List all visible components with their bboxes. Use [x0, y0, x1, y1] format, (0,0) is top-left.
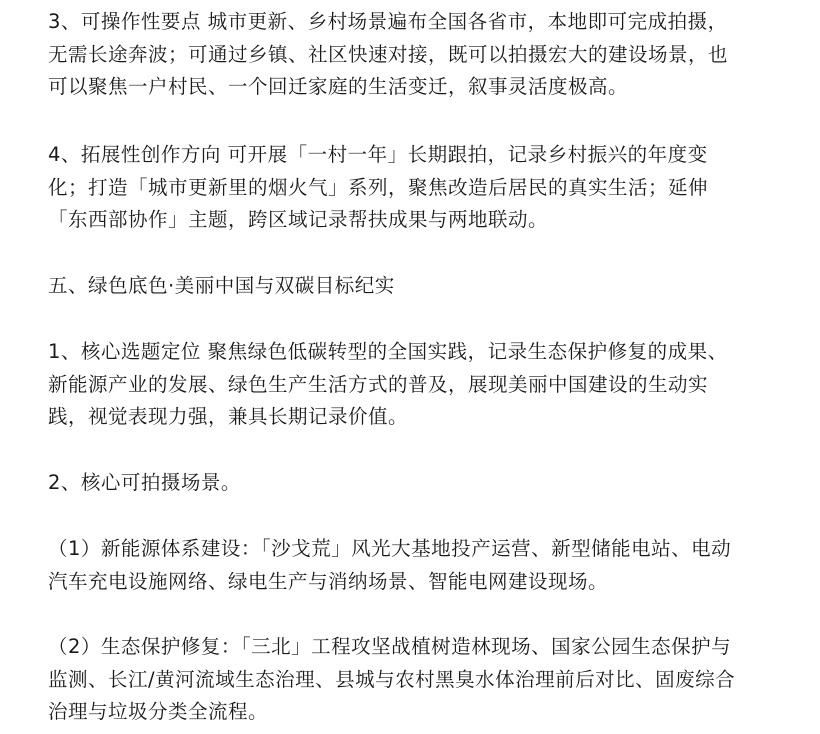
paragraph-core-scenes: [48, 467, 778, 500]
text-line: 无需长途奔波；可通过乡镇、社区快速对接，既可以拍摄宏大的建设场景，也: [48, 42, 729, 66]
paragraph-core-topic: [48, 336, 778, 434]
text-line: 4、拓展性创作方向 可开展「一村一年」长期跟拍，记录乡村振兴的年度变: [48, 143, 708, 166]
paragraph-new-energy: [48, 533, 778, 598]
text-line: 监测、长江/黄河流域生态治理、县城与农村黑臭水体治理前后对比、固废综合: [48, 667, 736, 691]
text-line: 1、核心选题定位 聚焦绿色低碳转型的全国实践，记录生态保护修复的成果、: [48, 340, 728, 363]
heading-line: 五、绿色底色·美丽中国与双碳目标纪实: [48, 274, 395, 297]
paragraph-extension: [48, 139, 778, 237]
text-line: 践，视觉表现力强，兼具长期记录价值。: [48, 405, 409, 429]
text-line: 新能源产业的发展、绿色生产生活方式的普及，展现美丽中国建设的生动实: [48, 372, 709, 396]
section-heading: [48, 270, 778, 303]
paragraph-eco-protection: [48, 631, 778, 729]
text-line: 2、核心可拍摄场景。: [48, 471, 241, 494]
text-line: （1）新能源体系建设：「沙戈荒」风光大基地投产运营、新型储能电站、电动: [48, 537, 732, 560]
text-line: 化；打造「城市更新里的烟火气」系列，聚焦改造后居民的真实生活；延伸: [48, 175, 709, 199]
text-line: 「东西部协作」主题，跨区域记录帮扶成果与两地联动。: [48, 208, 549, 232]
paragraph-operability: [48, 6, 778, 104]
text-line: 3、可操作性要点 城市更新、乡村场景遍布全国各省市，本地即可完成拍摄，: [48, 10, 728, 33]
text-line: 可以聚焦一户村民、一个回迁家庭的生活变迁，叙事灵活度极高。: [48, 75, 629, 99]
text-line: 治理与垃圾分类全流程。: [48, 700, 269, 724]
text-line: （2）生态保护修复：「三北」工程攻坚战植树造林现场、国家公园生态保护与: [48, 635, 732, 658]
text-line: 汽车充电设施网络、绿电生产与消纳场景、智能电网建设现场。: [48, 569, 609, 593]
